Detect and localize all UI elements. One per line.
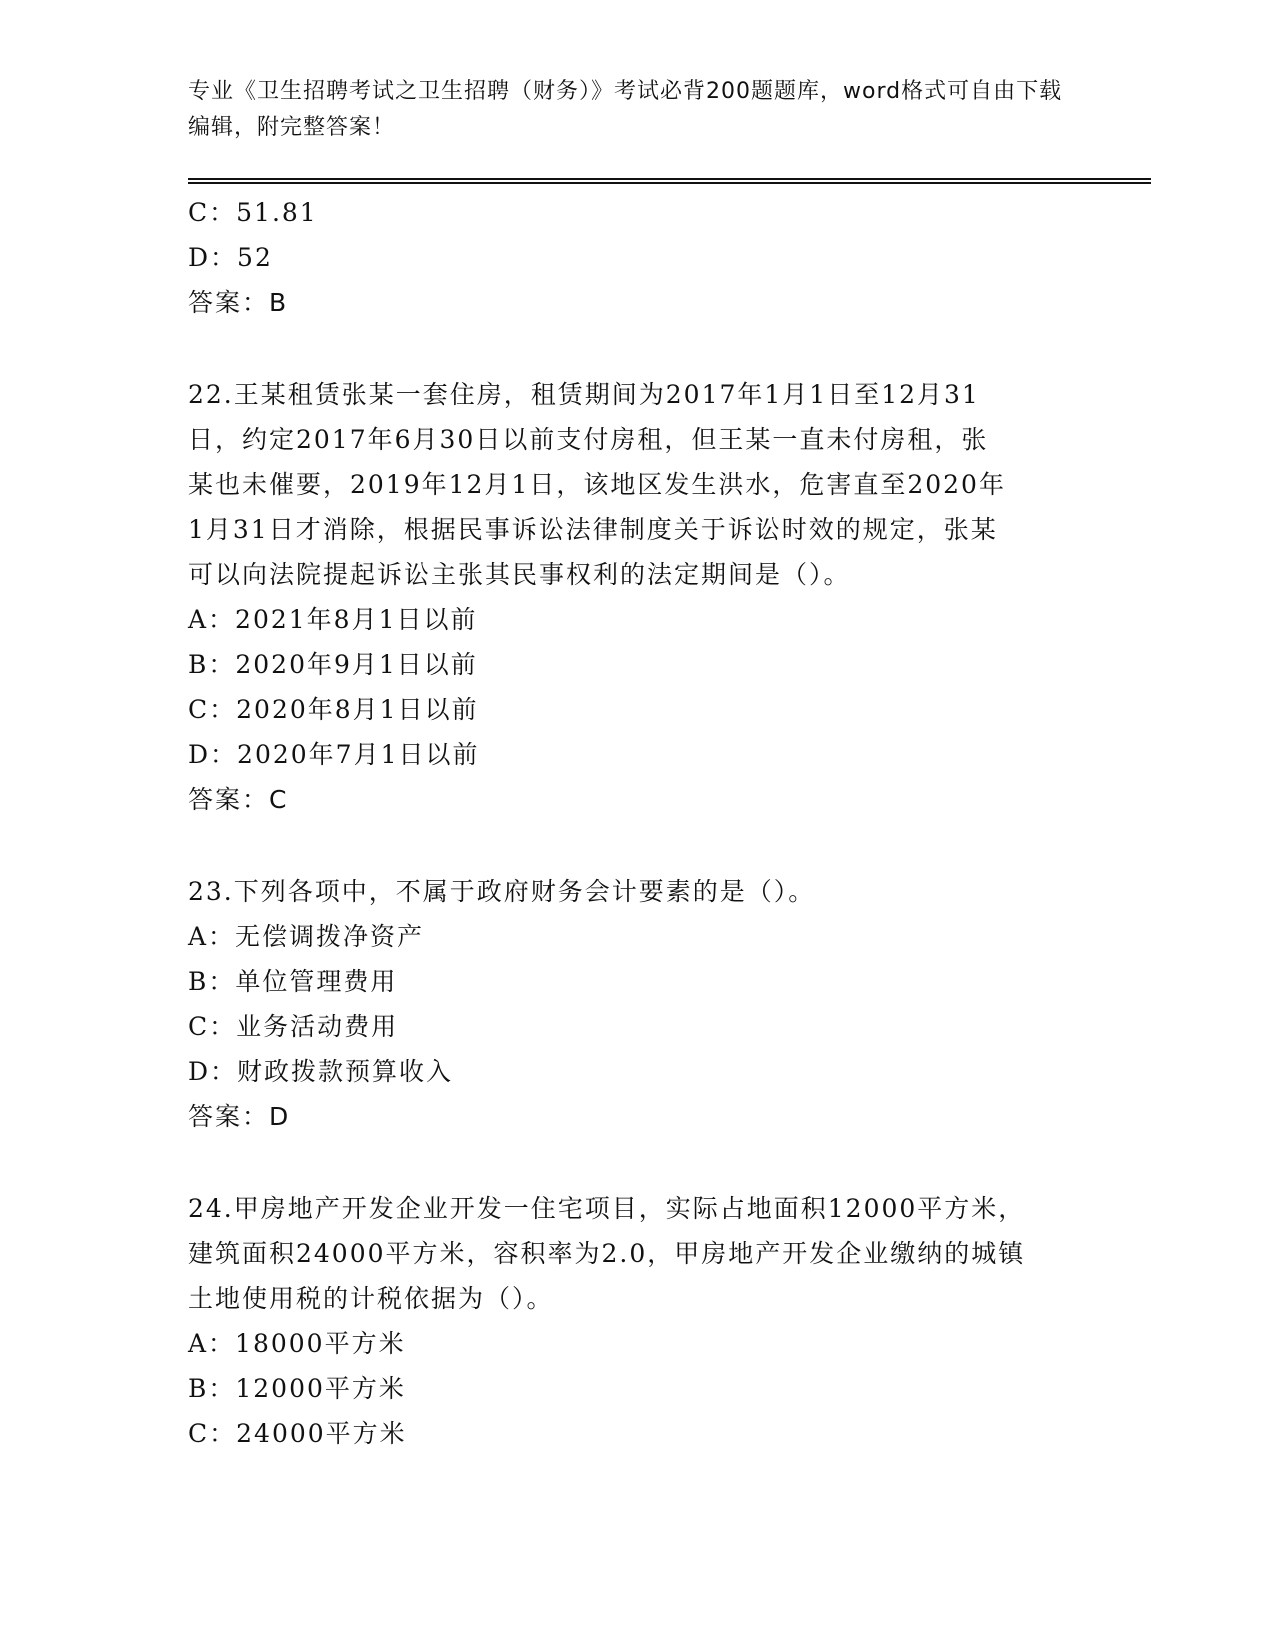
page-header xyxy=(188,74,1068,146)
spacer xyxy=(188,822,1088,869)
question-21-continued xyxy=(188,190,1088,325)
answer-label: 答案：B xyxy=(188,288,289,317)
option-c: C：业务活动费用 xyxy=(188,1012,399,1041)
option-a: A：无偿调拨净资产 xyxy=(188,922,425,951)
answer-label: 答案：D xyxy=(188,1102,291,1131)
question-22 xyxy=(188,372,1088,822)
question-stem-line: 24.甲房地产开发企业开发一住宅项目，实际占地面积12000平方米， xyxy=(188,1194,1026,1223)
question-list xyxy=(188,190,1088,1456)
option-c: C：51.81 xyxy=(188,198,318,227)
option-b: B：12000平方米 xyxy=(188,1374,406,1403)
option-b: B：2020年9月1日以前 xyxy=(188,650,478,679)
option-a: A：18000平方米 xyxy=(188,1329,406,1358)
question-stem-line: 可以向法院提起诉讼主张其民事权利的法定期间是（）。 xyxy=(188,560,851,589)
question-stem-line: 建筑面积24000平方米，容积率为2.0，甲房地产开发企业缴纳的城镇 xyxy=(188,1239,1026,1268)
question-stem-line: 1月31日才消除，根据民事诉讼法律制度关于诉讼时效的规定，张某 xyxy=(188,515,998,544)
spacer xyxy=(188,1139,1088,1186)
question-stem-line: 日，约定2017年6月30日以前支付房租，但王某一直未付房租，张 xyxy=(188,425,989,454)
document-title: 专业《卫生招聘考试之卫生招聘（财务）》考试必背200题题库，word格式可自由下载编辑，附完整答案！ xyxy=(188,79,1063,140)
option-d: D：财政拨款预算收入 xyxy=(188,1057,454,1086)
option-d: D：52 xyxy=(188,243,273,272)
spacer xyxy=(188,325,1088,372)
question-23 xyxy=(188,869,1088,1139)
option-c: C：24000平方米 xyxy=(188,1419,407,1448)
option-d: D：2020年7月1日以前 xyxy=(188,740,480,769)
answer-label: 答案：C xyxy=(188,785,289,814)
header-divider-top xyxy=(188,178,1151,180)
question-stem-line: 22.王某租赁张某一套住房，租赁期间为2017年1月1日至12月31 xyxy=(188,380,980,409)
option-b: B：单位管理费用 xyxy=(188,967,398,996)
question-24 xyxy=(188,1186,1088,1456)
question-stem-line: 23.下列各项中，不属于政府财务会计要素的是（）。 xyxy=(188,877,816,906)
question-stem-line: 某也未催要，2019年12月1日，该地区发生洪水，危害直至2020年 xyxy=(188,470,1006,499)
header-divider-bottom xyxy=(188,182,1151,184)
option-c: C：2020年8月1日以前 xyxy=(188,695,479,724)
question-stem-line: 土地使用税的计税依据为（）。 xyxy=(188,1284,554,1313)
option-a: A：2021年8月1日以前 xyxy=(188,605,478,634)
